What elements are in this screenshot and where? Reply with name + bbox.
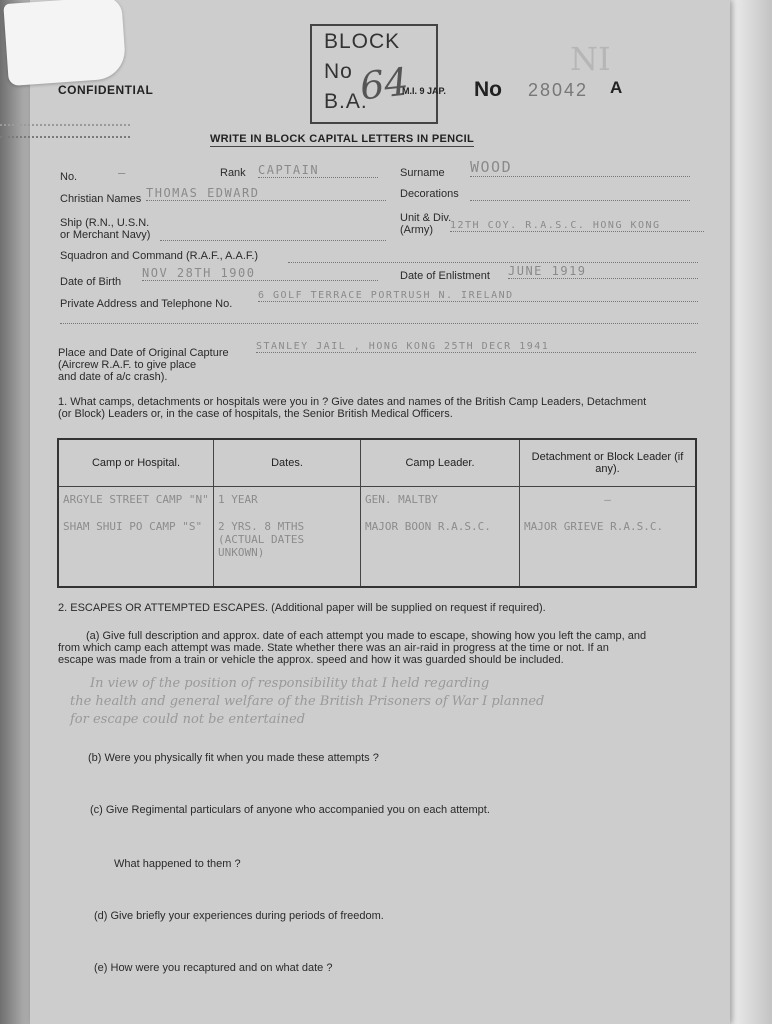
dates-1: 1 YEAR [218, 493, 258, 506]
unit-label-1: Unit & Div. [400, 212, 452, 224]
capture-value: STANLEY JAIL , HONG KONG 25TH DECR 1941 [256, 341, 696, 353]
number-label: No [474, 78, 502, 101]
capture-label-3: and date of a/c crash). [58, 371, 168, 383]
squadron-label: Squadron and Command (R.A.F., A.A.F.) [60, 250, 259, 262]
q2a-answer-line-2: the health and general welfare of the British Prisoners of War I planned [70, 694, 545, 709]
no-label: No. [60, 171, 78, 183]
leader-cell [361, 487, 520, 588]
block-leader-1: — [604, 493, 611, 506]
form-page [30, 0, 730, 1024]
block-leader-cell [520, 487, 697, 588]
decorations-label: Decorations [400, 188, 459, 200]
rank-value: CAPTAIN [258, 163, 378, 178]
table-row [58, 487, 696, 588]
q2a-line-1: (a) Give full description and approx. date of each attempt you made to escape, showing how you left the camp, and [86, 630, 647, 642]
leader-2: MAJOR BOON R.A.S.C. [365, 520, 491, 533]
capture-label-1: Place and Date of Original Capture [58, 347, 229, 359]
block-stamp [310, 24, 438, 124]
christian-names-value: THOMAS EDWARD [146, 186, 386, 201]
ship-label-1: Ship (R.N., U.S.N. [60, 217, 150, 229]
stamp-line-block: BLOCK [324, 30, 401, 53]
enlistment-value: JUNE 1919 [508, 264, 698, 279]
q2a-line-2: from which camp each attempt was made. State whether there was an air-raid in progress at the time or not. If an [58, 642, 609, 654]
dob-value: NOV 28TH 1900 [142, 266, 378, 281]
stamp-line-ba: B.A. [324, 90, 368, 113]
surname-label: Surname [400, 167, 445, 179]
stamp-number: 64 [357, 59, 411, 109]
camp-cell [58, 487, 214, 588]
dates-cell [214, 487, 361, 588]
christian-names-label: Christian Names [60, 193, 142, 205]
q2a-answer-line-1: In view of the position of responsibility that I held regarding [90, 676, 490, 691]
header-camp-leader: Camp Leader. [361, 439, 520, 487]
table-header-row [58, 439, 696, 487]
capture-label-2: (Aircrew R.A.F. to give place [58, 359, 197, 371]
q2e: (e) How were you recaptured and on what date ? [94, 962, 333, 974]
unit-label-2: (Army) [400, 224, 433, 236]
q2-title: 2. ESCAPES OR ATTEMPTED ESCAPES. (Additional paper will be supplied on request if required). [58, 602, 546, 614]
q1-line-1: 1. What camps, detachments or hospitals were you in ? Give dates and names of the British Camp Leaders, Detachment [58, 396, 647, 408]
header-dates: Dates. [214, 439, 361, 487]
binding-string [0, 124, 130, 138]
q2c: (c) Give Regimental particulars of anyone who accompanied you on each attempt. [90, 804, 490, 816]
camp-1: ARGYLE STREET CAMP "N" [63, 493, 209, 506]
unit-value: 12TH COY. R.A.S.C. HONG KONG [450, 220, 704, 232]
q1-line-2: (or Block) Leaders or, in the case of hospitals, the Senior British Medical Officers. [58, 408, 453, 420]
ship-label-2: or Merchant Navy) [60, 229, 151, 241]
serial-suffix: A [610, 78, 623, 97]
header-camp: Camp or Hospital. [58, 439, 214, 487]
serial-number: 28042 [528, 80, 589, 100]
q2d: (d) Give briefly your experiences during periods of freedom. [94, 910, 384, 922]
q2c-followup: What happened to them ? [114, 858, 241, 870]
no-value: — [118, 166, 127, 180]
header-block-leader: Detachment or Block Leader (if any). [520, 439, 697, 487]
ship-value [160, 228, 386, 241]
q2a-line-3: escape was made from a train or vehicle the approx. speed and how it was guarded should be included. [58, 654, 564, 666]
squadron-value [288, 250, 698, 263]
torn-paper-corner [3, 0, 126, 86]
faint-pencil-mark: NI [570, 40, 611, 78]
form-instruction: WRITE IN BLOCK CAPITAL LETTERS IN PENCIL [210, 133, 474, 145]
camps-table [57, 438, 697, 588]
rank-label: Rank [220, 167, 246, 179]
leader-1: GEN. MALTBY [365, 493, 438, 506]
mi9-label: M.I. 9 JAP. [402, 86, 446, 96]
confidential-label: CONFIDENTIAL [58, 83, 154, 97]
q2b: (b) Were you physically fit when you made these attempts ? [88, 752, 379, 764]
address-extra-line [60, 322, 698, 324]
address-label: Private Address and Telephone No. [60, 298, 233, 310]
block-leader-2: MAJOR GRIEVE R.A.S.C. [524, 520, 664, 533]
decorations-value [470, 188, 690, 201]
dates-2: 2 YRS. 8 MTHS (ACTUAL DATES UNKOWN) [218, 520, 305, 559]
stamp-line-no: No [324, 60, 353, 83]
address-value: 6 GOLF TERRACE PORTRUSH N. IRELAND [258, 290, 698, 302]
surname-value: WOOD [470, 158, 690, 177]
q2a-answer-line-3: for escape could not be entertained [70, 712, 306, 727]
enlistment-label: Date of Enlistment [400, 270, 490, 282]
dob-label: Date of Birth [60, 276, 122, 288]
camp-2: SHAM SHUI PO CAMP "S" [63, 520, 203, 533]
